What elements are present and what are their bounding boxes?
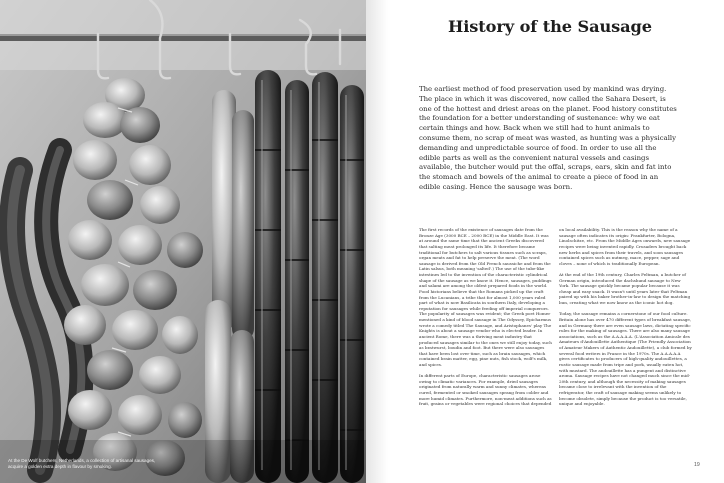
body-paragraph: on local availability. This is the reason why the name of a sausage often indicates its origin: Frankfurter, Bologna, Linolschitze, etc. From the Middle Ages onwards, new sausage recipes were being invented rapidly. Crusaders brought back new herbs and spices from their travels, and soon sausages contained spices such as nutmeg, mace, pepper, sage and cloves – none of which is traditionally European.	[559, 227, 691, 266]
body-paragraph: In different parts of Europe, characteristic sausages arose owing to climatic variances. For example, dried sausages originated from naturally warm and sunny climates, whereas cured, fermented or smoked sausages sprang from colder and more humid climates. Furthermore, non-meat additions such as fruit, grains or vegetables were regional choices that depended	[419, 373, 552, 407]
article-title: History of the Sausage	[448, 17, 652, 36]
body-paragraph: Today, the sausage remains a cornerstone of our food culture. Britain alone has over 470 different types of breakfast sausage, and in Germany there are even sausage laws, dictating specific rules for the making of sausages. There are also many sausage associations, such as the A.A.A.A.A. (L'Association Amicale des Amateurs d'Andouillette Authentique (The Friendly Association of Amateur Makers of Authentic Andouillette), a club formed by several food writers in France in the 1970s. The A.A.A.A.A gives certificates to producers of high-quality andouillettes, a rustic sausage made from tripe and pork, usually eaten hot, with mustard. The andouillette has a pungent and distinctive aroma. Sausage recipes have not changed much since the mid-20th century, and although the necessity of making sausages became close to irrelevant with the invention of the refrigerator, the craft of sausage making seems unlikely to become obsolete, simply because the product is too versatile, unique and enjoyable.	[559, 311, 692, 407]
page-spine	[366, 0, 388, 483]
body-column-left	[419, 227, 552, 413]
body-paragraph: The first records of the existence of sausages date from the Bronze Age (3000 BCE – 2000 BCE) in the Middle East. It was at around the same time that the ancient Greeks discovered that salting meat prolonged its life. It therefore became traditional for butchers to salt various tissues such as scraps, organ meats and fat to help preserve the meat. (The word sausage is derived from the Old French saussiche and from the Latin salsus, both meaning 'salted'.) The use of the tube-like intestines led to the invention of the characteristic cylindrical shape of the sausage as we know it. Hence, sausages, puddings and salami are among the oldest prepared foods in the world. Food historians believe that the Romans picked up the craft from the Lucanians, a tribe that for almost 1,000 years ruled part of what is now Basilicata in southern Italy, developing a reputation for sausages while feeding off imperial conquerors. The popularity of sausages was evident; the Greek poet Homer mentioned a kind of blood sausage in The Odyssey, Epicharmus wrote a comedy titled The Sausage, and Aristophanes' play The Knights is about a sausage vendor who is elected leader. In ancient Rome, there was a thriving meat industry that produced sausages similar to the ones we still enjoy today, such as bratwurst, boudin and foot. But there were also sausages that have been lost over time, such as brain sausages, which contained brain matter, egg, pine nuts, fish stock, wolf's milk, and spices.	[419, 227, 552, 367]
page-number: 19	[694, 462, 700, 468]
body-column-right	[559, 227, 692, 413]
body-paragraph: At the end of the 19th century, Charles Feltman, a butcher of German origin, introduced the dachshund sausage to New York. The sausage quickly became popular because it was cheap and easy snack. It wasn't until years later that Feltman paired up with his baker brother-in-law to design the matching bun, creating what we now know as the iconic hot dog.	[559, 271, 691, 306]
photo-caption: At the De Wolf butchers, Netherlands, a collection of artisanal sausages, acquire a golden extra depth in flavour by smoking.	[8, 458, 156, 469]
article-intro: The earliest method of food preservation used by mankind was drying. The place in which it was discovered, now called the Sahara Desert, is one of the hottest and driest areas on the planet. Food history constitutes the foundation for a better understanding of sustenance: why we eat certain things and how. Back when we still had to hunt animals to consume them, no scrap of meat was wasted, as hunting was a physically demanding and unpredictable source of food. In order to use all the edible parts as well as the convenient natural vessels and casings available, the butcher would put the offal, scraps, ears, skin and fat into the stomach and bowels of the animal to create a piece of food in an edible casing. Hence the sausage was born.	[419, 85, 677, 191]
